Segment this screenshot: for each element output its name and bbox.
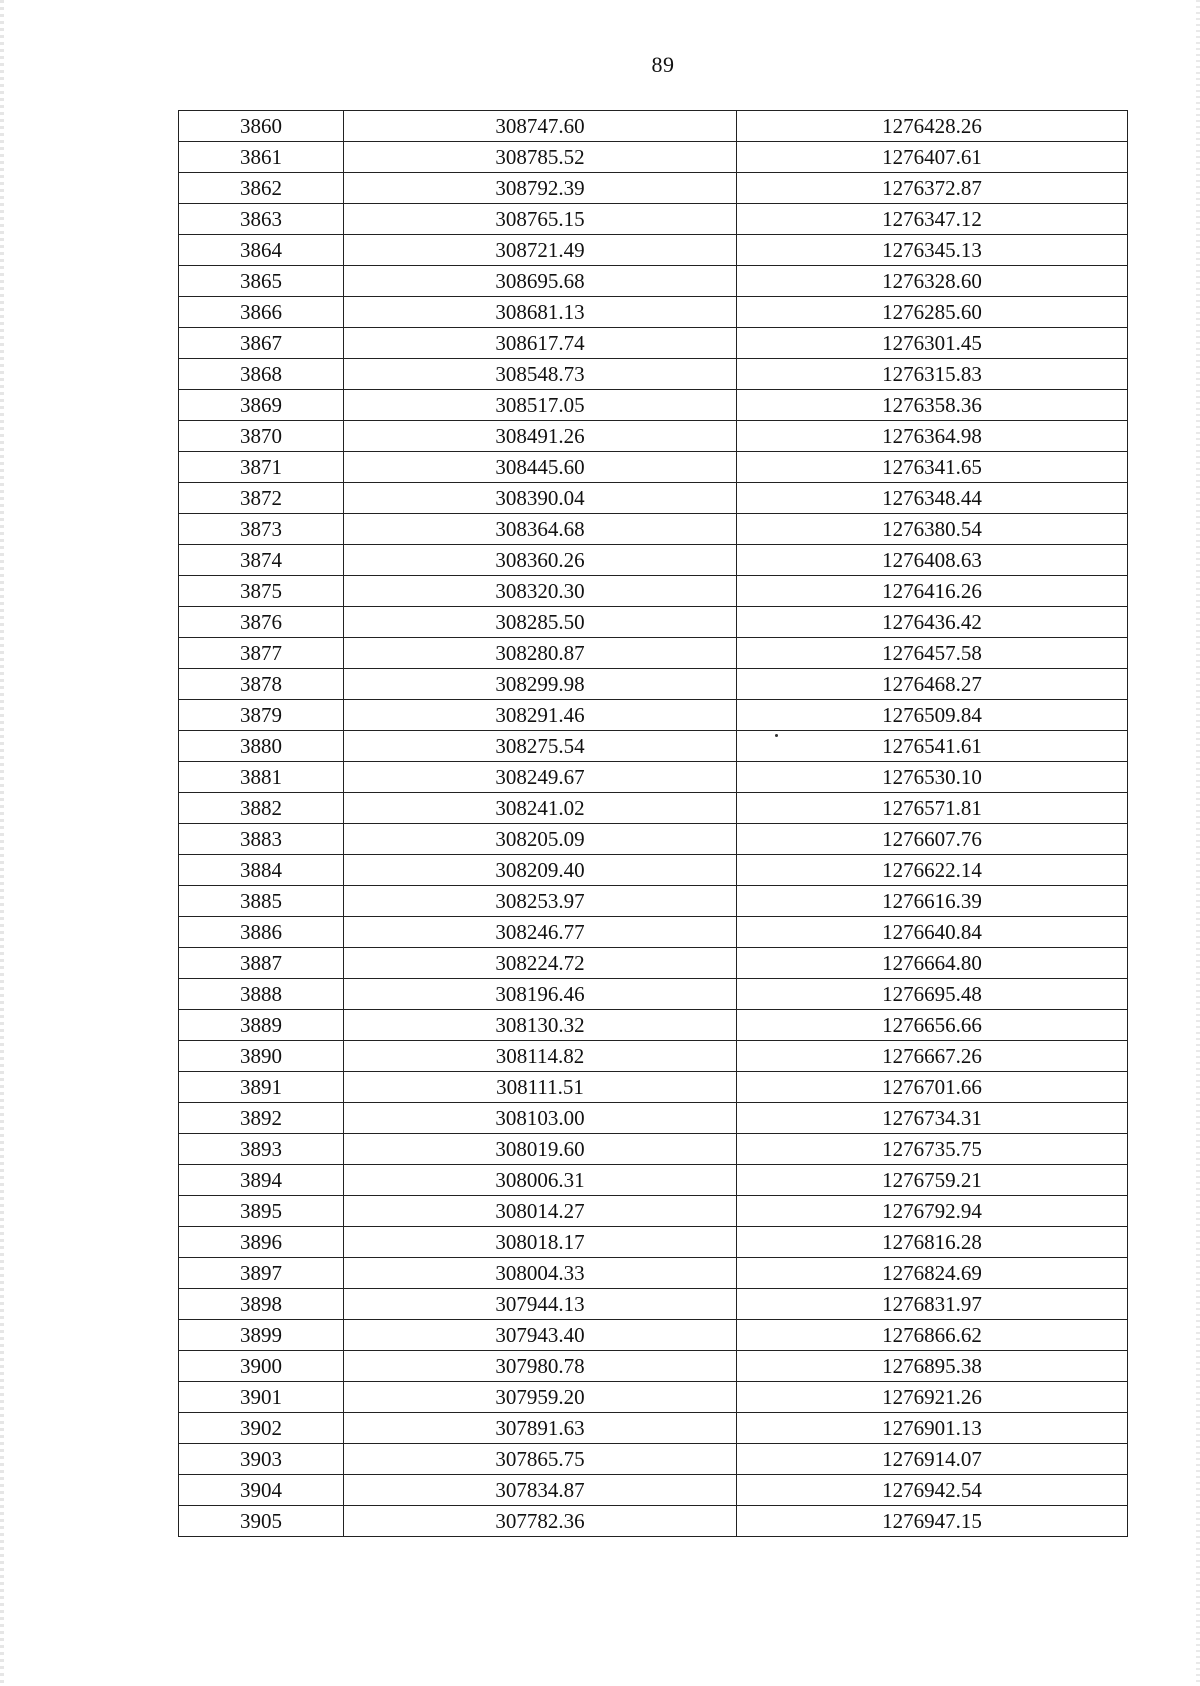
y-coordinate-cell: 1276416.26 [737,576,1128,607]
y-coordinate-cell: 1276347.12 [737,204,1128,235]
x-coordinate-cell: 308765.15 [344,204,737,235]
table-row [179,1134,1128,1165]
x-coordinate-cell: 308205.09 [344,824,737,855]
x-coordinate-cell: 308681.13 [344,297,737,328]
y-coordinate-cell: 1276301.45 [737,328,1128,359]
x-coordinate-cell: 308299.98 [344,669,737,700]
x-coordinate-cell: 308111.51 [344,1072,737,1103]
y-coordinate-cell: 1276285.60 [737,297,1128,328]
table-row [179,762,1128,793]
table-row [179,793,1128,824]
table-row [179,855,1128,886]
point-number-cell: 3884 [179,855,344,886]
y-coordinate-cell: 1276921.26 [737,1382,1128,1413]
point-number-cell: 3882 [179,793,344,824]
y-coordinate-cell: 1276616.39 [737,886,1128,917]
table-row [179,111,1128,142]
x-coordinate-cell: 307944.13 [344,1289,737,1320]
x-coordinate-cell: 308792.39 [344,173,737,204]
point-number-cell: 3870 [179,421,344,452]
x-coordinate-cell: 308695.68 [344,266,737,297]
table-row [179,1165,1128,1196]
x-coordinate-cell: 308747.60 [344,111,737,142]
y-coordinate-cell: 1276942.54 [737,1475,1128,1506]
table-row [179,421,1128,452]
table-row [179,514,1128,545]
y-coordinate-cell: 1276364.98 [737,421,1128,452]
point-number-cell: 3861 [179,142,344,173]
point-number-cell: 3899 [179,1320,344,1351]
y-coordinate-cell: 1276734.31 [737,1103,1128,1134]
table-row [179,700,1128,731]
y-coordinate-cell: 1276468.27 [737,669,1128,700]
table-row [179,1320,1128,1351]
table-row [179,173,1128,204]
y-coordinate-cell: 1276947.15 [737,1506,1128,1537]
x-coordinate-cell: 308114.82 [344,1041,737,1072]
table-row [179,359,1128,390]
x-coordinate-cell: 307943.40 [344,1320,737,1351]
point-number-cell: 3888 [179,979,344,1010]
x-coordinate-cell: 308241.02 [344,793,737,824]
x-coordinate-cell: 308224.72 [344,948,737,979]
point-number-cell: 3895 [179,1196,344,1227]
x-coordinate-cell: 308006.31 [344,1165,737,1196]
y-coordinate-cell: 1276895.38 [737,1351,1128,1382]
point-number-cell: 3897 [179,1258,344,1289]
point-number-cell: 3871 [179,452,344,483]
x-coordinate-cell: 308617.74 [344,328,737,359]
x-coordinate-cell: 307959.20 [344,1382,737,1413]
point-number-cell: 3878 [179,669,344,700]
x-coordinate-cell: 308285.50 [344,607,737,638]
point-number-cell: 3877 [179,638,344,669]
x-coordinate-cell: 308445.60 [344,452,737,483]
point-number-cell: 3898 [179,1289,344,1320]
x-coordinate-cell: 308517.05 [344,390,737,421]
table-row [179,1072,1128,1103]
x-coordinate-cell: 308721.49 [344,235,737,266]
table-row [179,1103,1128,1134]
x-coordinate-cell: 308018.17 [344,1227,737,1258]
scan-edge-right [1196,0,1200,1686]
y-coordinate-cell: 1276380.54 [737,514,1128,545]
table-row [179,886,1128,917]
y-coordinate-cell: 1276315.83 [737,359,1128,390]
table-row [179,1041,1128,1072]
x-coordinate-cell: 308130.32 [344,1010,737,1041]
y-coordinate-cell: 1276607.76 [737,824,1128,855]
point-number-cell: 3866 [179,297,344,328]
y-coordinate-cell: 1276640.84 [737,917,1128,948]
point-number-cell: 3885 [179,886,344,917]
table-row [179,917,1128,948]
x-coordinate-cell: 308491.26 [344,421,737,452]
y-coordinate-cell: 1276345.13 [737,235,1128,266]
y-coordinate-cell: 1276735.75 [737,1134,1128,1165]
point-number-cell: 3881 [179,762,344,793]
point-number-cell: 3868 [179,359,344,390]
x-coordinate-cell: 308291.46 [344,700,737,731]
y-coordinate-cell: 1276622.14 [737,855,1128,886]
y-coordinate-cell: 1276701.66 [737,1072,1128,1103]
table-row [179,204,1128,235]
point-number-cell: 3876 [179,607,344,638]
table-row [179,483,1128,514]
y-coordinate-cell: 1276341.65 [737,452,1128,483]
point-number-cell: 3890 [179,1041,344,1072]
point-number-cell: 3900 [179,1351,344,1382]
table-row [179,235,1128,266]
table-row [179,824,1128,855]
y-coordinate-cell: 1276372.87 [737,173,1128,204]
x-coordinate-cell: 308196.46 [344,979,737,1010]
table-row [179,328,1128,359]
table-row [179,1010,1128,1041]
table-row [179,576,1128,607]
table-row [179,948,1128,979]
point-number-cell: 3896 [179,1227,344,1258]
x-coordinate-cell: 308390.04 [344,483,737,514]
page-number: 89 [651,52,675,77]
table-row [179,1289,1128,1320]
point-number-cell: 3902 [179,1413,344,1444]
table-row [179,1351,1128,1382]
point-number-cell: 3901 [179,1382,344,1413]
table-row [179,390,1128,421]
table-row [179,607,1128,638]
y-coordinate-cell: 1276408.63 [737,545,1128,576]
y-coordinate-cell: 1276816.28 [737,1227,1128,1258]
table-row [179,297,1128,328]
point-number-cell: 3892 [179,1103,344,1134]
x-coordinate-cell: 308548.73 [344,359,737,390]
y-coordinate-cell: 1276901.13 [737,1413,1128,1444]
y-coordinate-cell: 1276509.84 [737,700,1128,731]
y-coordinate-cell: 1276530.10 [737,762,1128,793]
table-row [179,266,1128,297]
point-number-cell: 3875 [179,576,344,607]
y-coordinate-cell: 1276358.36 [737,390,1128,421]
y-coordinate-cell: 1276866.62 [737,1320,1128,1351]
table-row [179,1444,1128,1475]
x-coordinate-cell: 308360.26 [344,545,737,576]
x-coordinate-cell: 307865.75 [344,1444,737,1475]
point-number-cell: 3904 [179,1475,344,1506]
x-coordinate-cell: 308320.30 [344,576,737,607]
point-number-cell: 3891 [179,1072,344,1103]
y-coordinate-cell: 1276541.61 [737,731,1128,762]
table-row [179,1475,1128,1506]
point-number-cell: 3863 [179,204,344,235]
y-coordinate-cell: 1276831.97 [737,1289,1128,1320]
x-coordinate-cell: 308249.67 [344,762,737,793]
y-coordinate-cell: 1276428.26 [737,111,1128,142]
table-row [179,1382,1128,1413]
point-number-cell: 3874 [179,545,344,576]
x-coordinate-cell: 308019.60 [344,1134,737,1165]
table-row [179,142,1128,173]
y-coordinate-cell: 1276664.80 [737,948,1128,979]
x-coordinate-cell: 308253.97 [344,886,737,917]
y-coordinate-cell: 1276667.26 [737,1041,1128,1072]
point-number-cell: 3879 [179,700,344,731]
point-number-cell: 3887 [179,948,344,979]
table-row [179,452,1128,483]
table-row [179,545,1128,576]
x-coordinate-cell: 307891.63 [344,1413,737,1444]
point-number-cell: 3865 [179,266,344,297]
scan-edge-left [0,0,4,1686]
y-coordinate-cell: 1276436.42 [737,607,1128,638]
table-row [179,1258,1128,1289]
x-coordinate-cell: 308209.40 [344,855,737,886]
point-number-cell: 3872 [179,483,344,514]
table-row [179,1413,1128,1444]
point-number-cell: 3883 [179,824,344,855]
table-row [179,1506,1128,1537]
coordinate-table [178,110,1128,1537]
x-coordinate-cell: 307980.78 [344,1351,737,1382]
table-row [179,638,1128,669]
y-coordinate-cell: 1276824.69 [737,1258,1128,1289]
y-coordinate-cell: 1276695.48 [737,979,1128,1010]
point-number-cell: 3862 [179,173,344,204]
y-coordinate-cell: 1276759.21 [737,1165,1128,1196]
x-coordinate-cell: 308785.52 [344,142,737,173]
x-coordinate-cell: 307782.36 [344,1506,737,1537]
x-coordinate-cell: 307834.87 [344,1475,737,1506]
table-row [179,1227,1128,1258]
table-row [179,1196,1128,1227]
point-number-cell: 3889 [179,1010,344,1041]
x-coordinate-cell: 308246.77 [344,917,737,948]
point-number-cell: 3903 [179,1444,344,1475]
point-number-cell: 3867 [179,328,344,359]
y-coordinate-cell: 1276348.44 [737,483,1128,514]
point-number-cell: 3886 [179,917,344,948]
table-row [179,731,1128,762]
point-number-cell: 3873 [179,514,344,545]
y-coordinate-cell: 1276792.94 [737,1196,1128,1227]
x-coordinate-cell: 308103.00 [344,1103,737,1134]
x-coordinate-cell: 308014.27 [344,1196,737,1227]
point-number-cell: 3905 [179,1506,344,1537]
point-number-cell: 3880 [179,731,344,762]
scan-speck [775,734,778,737]
y-coordinate-cell: 1276914.07 [737,1444,1128,1475]
point-number-cell: 3893 [179,1134,344,1165]
x-coordinate-cell: 308275.54 [344,731,737,762]
x-coordinate-cell: 308004.33 [344,1258,737,1289]
table-row [179,979,1128,1010]
x-coordinate-cell: 308364.68 [344,514,737,545]
x-coordinate-cell: 308280.87 [344,638,737,669]
point-number-cell: 3869 [179,390,344,421]
point-number-cell: 3864 [179,235,344,266]
point-number-cell: 3860 [179,111,344,142]
y-coordinate-cell: 1276407.61 [737,142,1128,173]
coordinate-table-body [179,111,1128,1537]
table-row [179,669,1128,700]
y-coordinate-cell: 1276457.58 [737,638,1128,669]
y-coordinate-cell: 1276571.81 [737,793,1128,824]
y-coordinate-cell: 1276328.60 [737,266,1128,297]
y-coordinate-cell: 1276656.66 [737,1010,1128,1041]
point-number-cell: 3894 [179,1165,344,1196]
